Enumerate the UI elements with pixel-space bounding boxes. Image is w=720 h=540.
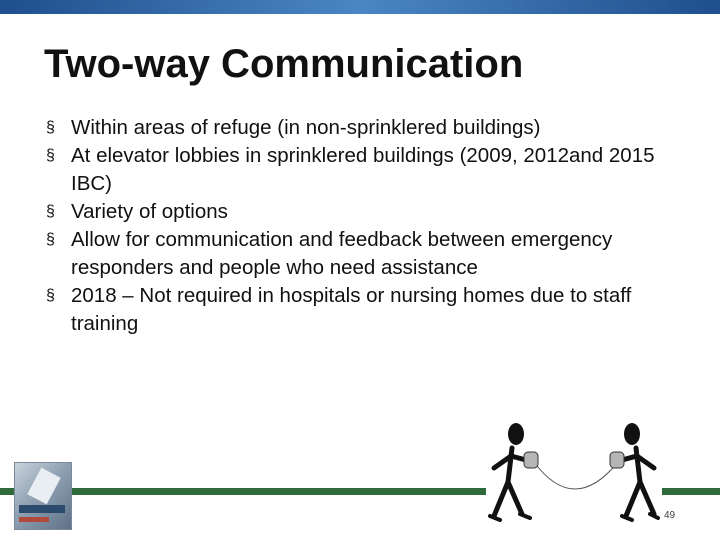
top-decor-bar (0, 0, 720, 14)
bullet-item: § At elevator lobbies in sprinklered buildings (2009, 2012and 2015 IBC) (46, 142, 686, 198)
page-number: 49 (664, 510, 676, 521)
bullet-item: § Variety of options (46, 198, 686, 226)
bullet-list (46, 114, 686, 338)
slide-title: Two-way Communication (44, 42, 524, 86)
code-book-logo-icon (14, 462, 72, 530)
bullet-item: § Within areas of refuge (in non-sprinklered buildings) (46, 114, 686, 142)
tin-can-phone-icon (486, 420, 662, 530)
bullet-item: § Allow for communication and feedback between emergency responders and people who need assistance (46, 226, 686, 282)
bullet-item: § 2018 – Not required in hospitals or nursing homes due to staff training (46, 282, 686, 338)
